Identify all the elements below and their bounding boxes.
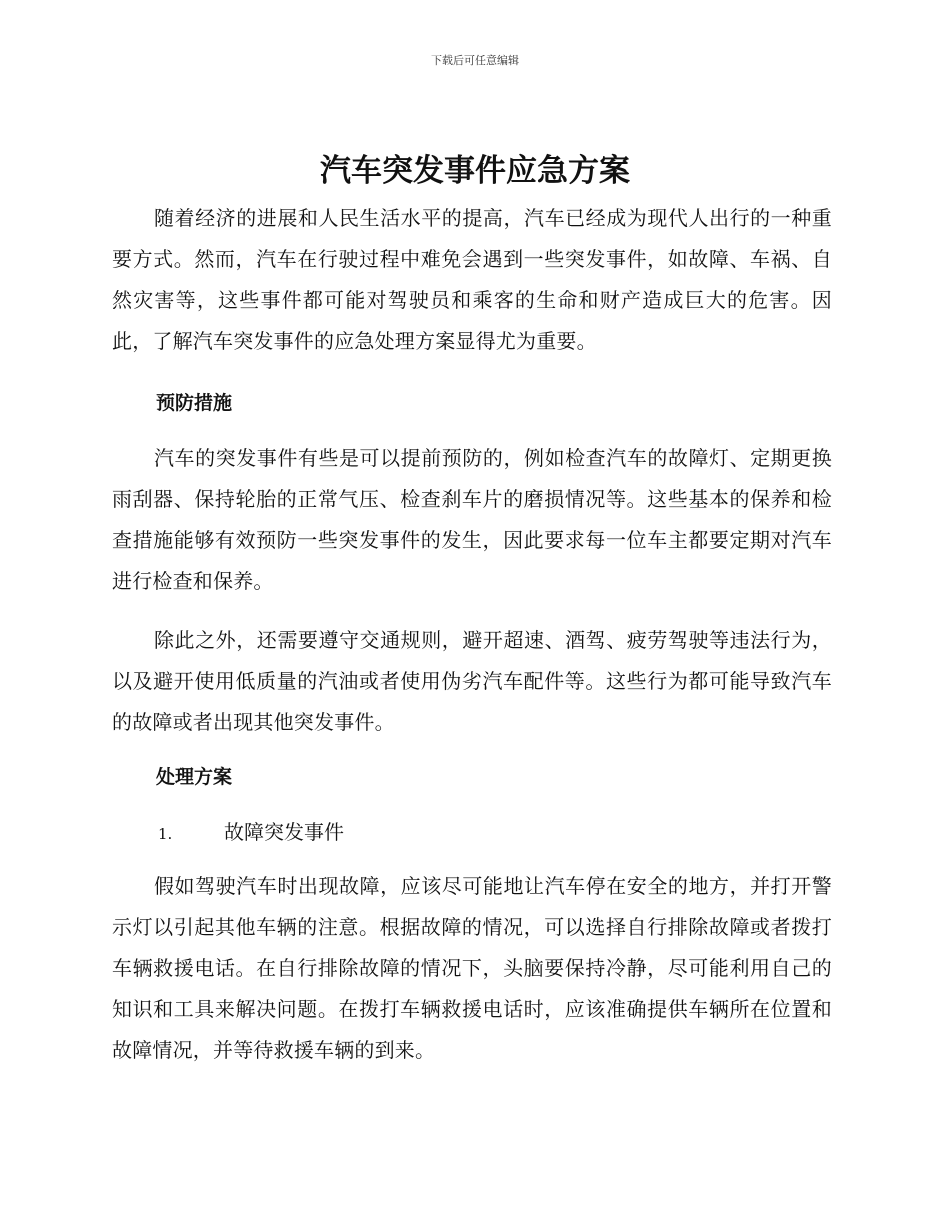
section-heading-prevention: 预防措施 (156, 392, 233, 414)
list-item-number: 1. (158, 825, 173, 843)
page-header: 下载后可任意编辑 (431, 54, 519, 67)
document-title: 汽车突发事件应急方案 (320, 153, 630, 189)
prevention-paragraph-1: 汽车的突发事件有些是可以提前预防的，例如检查汽车的故障灯、定期更换雨刮器、保持轮胎的正常气压、检查刹车片的磨损情况等。这些基本的保养和检查措施能够有效预防一些突发事件的发生，因此要求每一位车主都要定期对汽车进行检查和保养。 (112, 446, 832, 593)
prevention-paragraph-2: 除此之外，还需要遵守交通规则，避开超速、酒驾、疲劳驾驶等违法行为，以及避开使用低质量的汽油或者使用伪劣汽车配件等。这些行为都可能导致汽车的故障或者出现其他突发事件。 (112, 628, 832, 734)
fault-handling-paragraph: 假如驾驶汽车时出现故障，应该尽可能地让汽车停在安全的地方，并打开警示灯以引起其他车辆的注意。根据故障的情况，可以选择自行排除故障或者拨打车辆救援电话。在自行排除故障的情况下，头脑要保持冷静，尽可能利用自己的知识和工具来解决问题。在拨打车辆救援电话时，应该准确提供车辆所在位置和故障情况，并等待救援车辆的到来。 (112, 874, 832, 1062)
section-heading-handling: 处理方案 (156, 766, 233, 788)
list-item-fault (158, 818, 344, 848)
list-item-label: 故障突发事件 (224, 820, 344, 844)
intro-paragraph: 随着经济的进展和人民生活水平的提高，汽车已经成为现代人出行的一种重要方式。然而，汽车在行驶过程中难免会遇到一些突发事件，如故障、车祸、自然灾害等，这些事件都可能对驾驶员和乘客的生命和财产造成巨大的危害。因此，了解汽车突发事件的应急处理方案显得尤为重要。 (112, 206, 832, 353)
